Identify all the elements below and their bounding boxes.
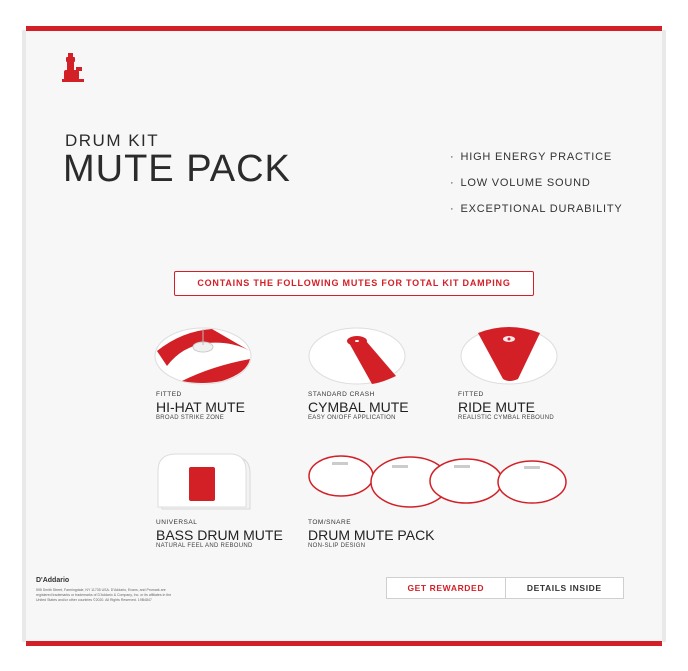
feature-1: · HIGH ENERGY PRACTICE [450, 151, 612, 163]
daddario-brand: D'Addario [36, 577, 70, 584]
drum-mute-pack-image [308, 449, 568, 509]
hi-hat-mute-image [152, 321, 254, 391]
bass-drum-name: BASS DRUM MUTE [156, 527, 283, 543]
cymbal-mute-image [306, 321, 408, 391]
cymbal-sub: EASY ON/OFF APPLICATION [308, 415, 396, 421]
package-back [26, 26, 662, 646]
brand-logo-icon [59, 51, 89, 85]
hi-hat-small-label: FITTED [156, 391, 182, 398]
rewards-bar [386, 577, 624, 599]
hi-hat-sub: BROAD STRIKE ZONE [156, 415, 225, 421]
bass-drum-small-label: UNIVERSAL [156, 519, 198, 526]
hi-hat-name: HI-HAT MUTE [156, 399, 245, 415]
ride-small-label: FITTED [458, 391, 484, 398]
contents-banner: CONTAINS THE FOLLOWING MUTES FOR TOTAL KIT DAMPING [174, 271, 534, 296]
drum-pack-sub: NON-SLIP DESIGN [308, 543, 366, 549]
get-rewarded-button[interactable]: GET REWARDED [387, 578, 506, 598]
feature-3: · EXCEPTIONAL DURABILITY [450, 203, 623, 215]
bass-drum-sub: NATURAL FEEL AND REBOUND [156, 543, 253, 549]
cymbal-name: CYMBAL MUTE [308, 399, 409, 415]
drum-pack-small-label: TOM/SNARE [308, 519, 352, 526]
title-drum-kit: DRUM KIT [65, 131, 160, 150]
feature-2: · LOW VOLUME SOUND [450, 177, 591, 189]
ride-name: RIDE MUTE [458, 399, 535, 415]
ride-sub: REALISTIC CYMBAL REBOUND [458, 415, 554, 421]
ride-mute-image [458, 321, 560, 391]
cymbal-small-label: STANDARD CRASH [308, 391, 375, 398]
drum-pack-name: DRUM MUTE PACK [308, 527, 435, 543]
bass-drum-mute-image [156, 451, 256, 513]
fine-print: 595 Smith Street, Farmingdale, NY 11735 USA. D'Addario, Evans, and Promark are registered trademarks or trademarks of D'Addario & Company, Inc. or its affiliates in the United States and/or other countries ©2020. All Rights Reserved. 19B4847 [36, 588, 172, 602]
details-inside-button[interactable]: DETAILS INSIDE [526, 583, 602, 593]
box-side-right [662, 30, 666, 642]
title-mute-pack: MUTE PACK [63, 148, 291, 190]
